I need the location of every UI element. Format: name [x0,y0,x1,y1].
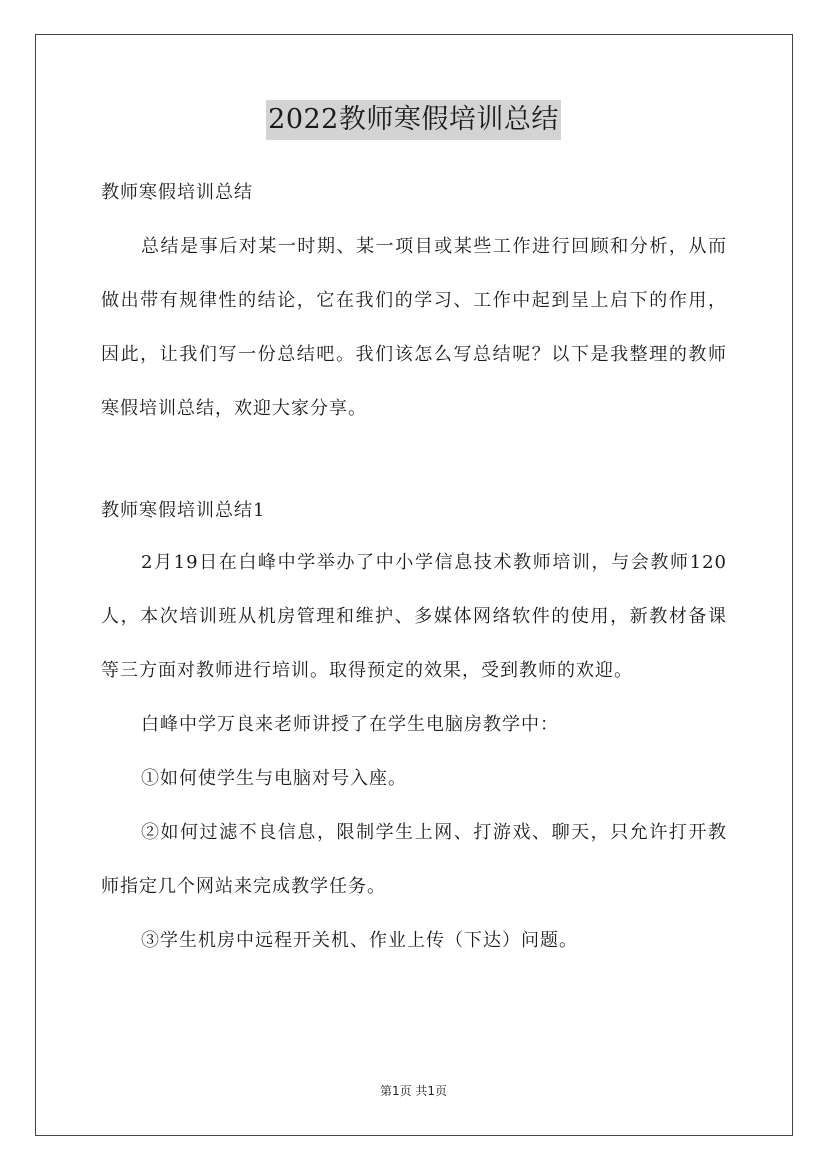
list-item: ②如何过滤不良信息，限制学生上网、打游戏、聊天，只允许打开教师指定几个网站来完成教学任务。 [101,822,727,897]
page-number-footer: 第1页 共1页 [379,1084,448,1098]
section-spacer [101,436,727,486]
body-paragraph: 2月19日在白峰中学举办了中小学信息技术教师培训，与会教师120人，本次培训班从机房管理和维护、多媒体网络软件的使用，新教材备课等三方面对教师进行培训。取得预定的效果，受到教师的欢迎。 [101,552,727,681]
document-body [101,168,727,968]
title-container [0,100,827,140]
intro-paragraph: 总结是事后对某一时期、某一项目或某些工作进行回顾和分析，从而做出带有规律性的结论，它在我们的学习、工作中起到呈上启下的作用，因此，让我们写一份总结吧。我们该怎么写总结呢？以下是我整理的教师寒假培训总结，欢迎大家分享。 [101,236,727,419]
subtitle-heading: 教师寒假培训总结 [101,182,253,203]
list-item: ③学生机房中远程开关机、作业上传（下达）问题。 [141,930,578,951]
document-title: 2022教师寒假培训总结 [266,100,561,140]
section-heading: 教师寒假培训总结1 [101,500,266,521]
body-paragraph: 白峰中学万良来老师讲授了在学生电脑房教学中： [141,714,559,735]
list-item: ①如何使学生与电脑对号入座。 [141,768,407,789]
